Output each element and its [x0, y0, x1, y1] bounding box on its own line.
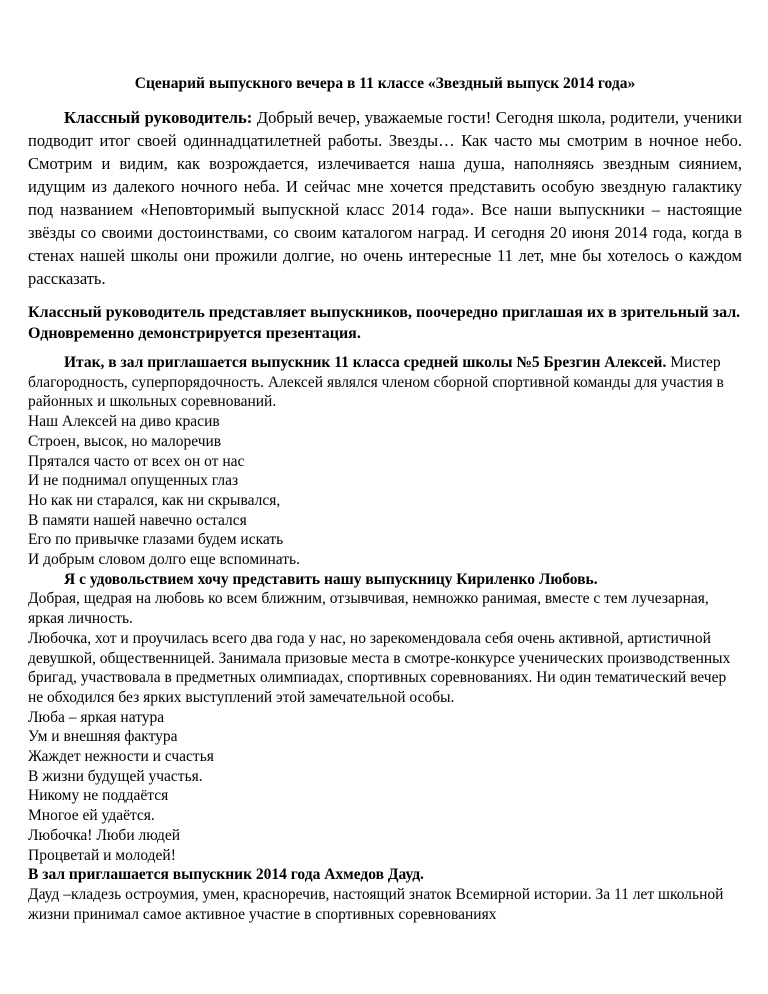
section1-paragraph — [28, 353, 742, 412]
verse-line: Но как ни старался, как ни скрывался, — [28, 491, 281, 509]
verse-line: Строен, высок, но малоречив — [28, 432, 222, 450]
intro-speaker: Классный руководитель: — [64, 108, 253, 127]
section1-verse — [28, 412, 742, 570]
verse-line: Жаждет нежности и счастья — [28, 748, 214, 766]
stage-direction: Классный руководитель представляет выпускников, поочередно приглашая их в зрительный зал. Одновременно демонстрируется презентация. — [28, 304, 741, 342]
verse-line: В жизни будущей участья. — [28, 767, 203, 785]
document-page — [28, 74, 742, 924]
verse-line: Многое ей удаётся. — [28, 807, 155, 825]
verse-line: Наш Алексей на диво красив — [28, 413, 220, 431]
verse-line: И не поднимал опущенных глаз — [28, 472, 239, 490]
intro-paragraph — [28, 106, 742, 290]
verse-line: И добрым словом долго еще вспоминать. — [28, 551, 300, 569]
section2-text1: Добрая, щедрая на любовь ко всем ближним, отзывчивая, немножко ранимая, вместе с тем лучезарная, яркая личность. — [28, 590, 709, 628]
section3-heading: В зал приглашается выпускник 2014 года Ахмедов Дауд. — [28, 866, 424, 884]
verse-line: Его по привычке глазами будем искать — [28, 531, 284, 549]
document-title: Сценарий выпускного вечера в 11 классе «Звездный выпуск 2014 года» — [134, 75, 636, 92]
intro-text: Добрый вечер, уважаемые гости! Сегодня школа, родители, ученики подводит итог своей одиннадцатилетней работы. Звезды… Как часто мы смотрим в ночное небо. Смотрим и видим, как возрождается, излечивается наша душа, наполняясь звездным сиянием, идущим из далекого ночного неба. И сейчас мне хочется представить особую звездную галактику под названием «Неповторимый выпускной класс 2014 года». Все наши выпускники – настоящие звёзды со своими достоинствами, со своим каталогом наград. И сегодня 20 июня 2014 года, когда в стенах нашей школы они прожили долгие, но очень интересные 11 лет, мне бы хотелось о каждом рассказать. — [28, 108, 742, 288]
verse-line: Ум и внешняя фактура — [28, 728, 178, 746]
section1-text: Мистер благородность, суперпорядочность. Алексей являлся членом сборной спортивной команды для участия в районных и школьных соревнований. — [28, 354, 724, 411]
section1-heading: Итак, в зал приглашается выпускник 11 класса средней школы №5 Брезгин Алексей. — [64, 354, 667, 371]
section2-verse — [28, 708, 742, 866]
verse-line: Процветай и молодей! — [28, 846, 176, 864]
section3-text: Дауд –кладезь остроумия, умен, красноречив, настоящий знаток Всемирной истории. За 11 лет школьной жизни принимал самое активное участие в спортивных соревнованиях — [28, 885, 724, 923]
verse-line: В памяти нашей навечно остался — [28, 511, 247, 529]
verse-line: Прятался часто от всех он от нас — [28, 452, 245, 470]
section2-text2: Любочка, хот и проучилась всего два года у нас, но зарекомендовала себя очень активной, артистичной девушкой, общественницей. Занимала призовые места в смотре-конкурсе ученических производственных бригад, участвовала в предметных олимпиадах, спортивных соревнованиях. Ни один тематический вечер не обходился без ярких выступлений этой замечательной особы. — [28, 629, 731, 706]
verse-line: Любочка! Люби людей — [28, 826, 181, 844]
verse-line: Никому не поддаётся — [28, 787, 169, 805]
section2-heading: Я с удовольствием хочу представить нашу выпускницу Кириленко Любовь. — [64, 570, 598, 588]
verse-line: Люба – яркая натура — [28, 708, 165, 726]
